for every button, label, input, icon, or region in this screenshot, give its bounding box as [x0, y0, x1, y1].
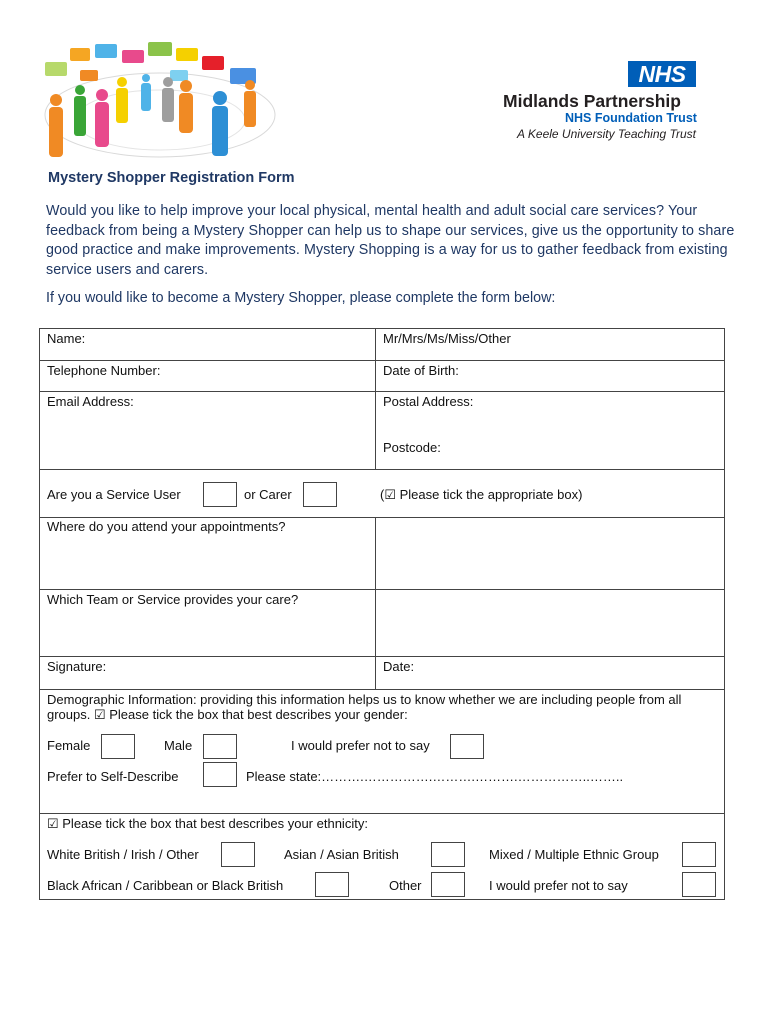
form-intro: Would you like to help improve your local physical, mental health and adult social care services? Your feedback from being a Mystery Shopper can help us to shape our services, give us the opportunity to share good practice and make improvements. Mystery Shopping is a way for us to gather feedback from existing service users and carers. — [46, 203, 735, 278]
gender-self-describe-label: Prefer to Self-Describe — [47, 769, 179, 784]
appointments-label: Where do you attend your appointments? — [47, 519, 286, 534]
demographic-info: Demographic Information: providing this information helps us to know whether we are including people from all groups. ☑ Please tick the box that best describes your gender: — [47, 692, 682, 722]
form-table — [39, 328, 725, 900]
gender-female-label: Female — [47, 738, 91, 753]
date-label: Date: — [383, 659, 415, 674]
title-options-label: Mr/Mrs/Ms/Miss/Other — [383, 331, 511, 346]
ethnicity-asian-checkbox[interactable] — [431, 842, 465, 867]
trust-subtitle: NHS Foundation Trust — [565, 111, 697, 125]
telephone-label: Telephone Number: — [47, 363, 161, 378]
gender-male-label: Male — [164, 738, 193, 753]
ethnicity-white-label: White British / Irish / Other — [47, 847, 199, 862]
postal-address-label: Postal Address: — [383, 394, 474, 409]
name-label: Name: — [47, 331, 86, 346]
service-user-label: Are you a Service User — [47, 487, 181, 502]
ethnicity-asian-label: Asian / Asian British — [284, 847, 399, 862]
tick-note: (☑ Please tick the appropriate box) — [380, 487, 583, 502]
please-state-field[interactable]: Please state:……….…………….……….……….……………..…….. — [246, 769, 624, 784]
carer-label: or Carer — [244, 487, 292, 502]
signature-label: Signature: — [47, 659, 107, 674]
gender-female-checkbox[interactable] — [101, 734, 135, 759]
ethnicity-black-checkbox[interactable] — [315, 872, 349, 897]
service-user-checkbox[interactable] — [203, 482, 237, 507]
ethnicity-black-label: Black African / Caribbean or Black British — [47, 878, 284, 893]
ethnicity-prefer-not-checkbox[interactable] — [682, 872, 716, 897]
gender-male-checkbox[interactable] — [203, 734, 237, 759]
ethnicity-mixed-label: Mixed / Multiple Ethnic Group — [489, 847, 659, 862]
ethnicity-other-checkbox[interactable] — [431, 872, 465, 897]
ethnicity-white-checkbox[interactable] — [221, 842, 255, 867]
people-speech-bubbles-illustration — [40, 40, 280, 165]
carer-checkbox[interactable] — [303, 482, 337, 507]
trust-name: Midlands Partnership — [503, 91, 681, 111]
gender-prefer-not-label: I would prefer not to say — [291, 738, 430, 753]
ethnicity-prefer-not-label: I would prefer not to say — [489, 878, 628, 893]
dob-label: Date of Birth: — [383, 363, 459, 378]
postcode-label: Postcode: — [383, 440, 441, 455]
gender-prefer-not-checkbox[interactable] — [450, 734, 484, 759]
ethnicity-other-label: Other — [389, 878, 422, 893]
nhs-logo-badge: NHS — [628, 61, 696, 87]
trust-tagline: A Keele University Teaching Trust — [517, 127, 696, 141]
team-label: Which Team or Service provides your care? — [47, 592, 299, 607]
gender-self-describe-checkbox[interactable] — [203, 762, 237, 787]
form-title: Mystery Shopper Registration Form — [48, 170, 295, 186]
form-instructions: If you would like to become a Mystery Shopper, please complete the form below: — [46, 290, 556, 306]
email-label: Email Address: — [47, 394, 134, 409]
ethnicity-heading: ☑ Please tick the box that best describes your ethnicity: — [47, 816, 368, 831]
ethnicity-mixed-checkbox[interactable] — [682, 842, 716, 867]
